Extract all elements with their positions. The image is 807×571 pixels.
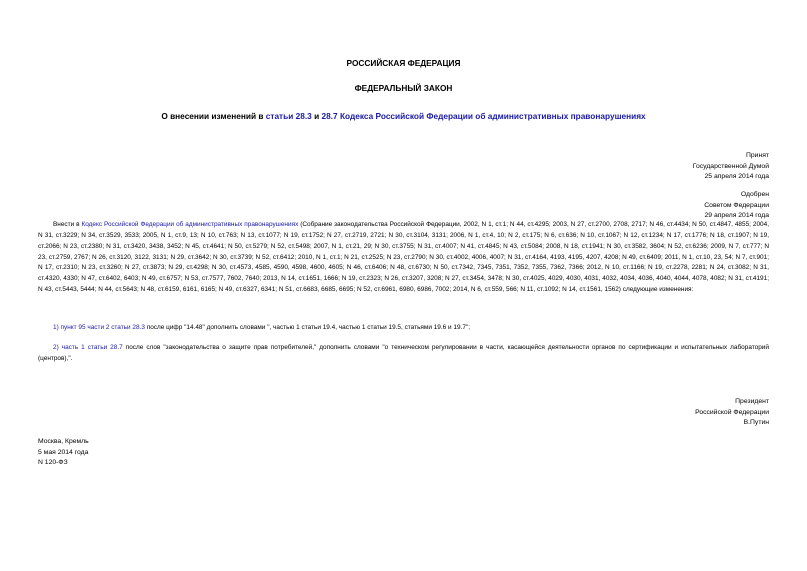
item-1-text: после цифр "14.48" дополнить словами ", частью 1 статьи 19.4, частью 1 статьи 19.5, статьями 19.6 и 19.7"; [144,324,471,331]
amendment-item-2 [38,343,769,365]
approval-date: 29 апреля 2014 года [704,212,769,220]
item-2-text: после слов "законодательства о защите прав потребителей," дополнить словами "о техническом регулировании в части, касающейся деятельности органов по сертификации и испытательных лабораторий (центров),". [38,344,769,362]
adoption-date: 25 апреля 2014 года [704,173,769,181]
place: Москва, Кремль [38,438,89,445]
signature-country: Российской Федерации [695,408,769,416]
amendment-item-1 [38,323,769,334]
item-1-link[interactable]: 1) пункт 95 части 2 статьи 28.3 [53,324,145,331]
intro-text: (Собрание законодательства Российской Федерации, 2002, N 1, ст.1; N 44, ст.4295; 2003, N 27, ст.2700, 2708, 2717; N 46, ст.4434; N 50, ст.4847, 4855; 2004, N 31, ст.3229; N 34, ст.3529, 3533; 2005, N 1, ст.9, 13; N 10, ст.763; N 13, ст.1077; N 19, ст.1752; N 27, ст.2719, 2721; N 30, ст.3104, 3131; 2006, N 1, ст.4, 10; N 2, ст.175; N 6, ст.636; N 10, ст.1067; N 12, ст.1234; N 17, ст.1776; N 18, ст.1907; N 19, ст.2066; N 23, ст.2380; N 31, ст.3420, 3438, 3452; N 45, ст.4641; N 50, ст.5279; N 52, ст.5498; 2007, N 1, ст.21, 29; N 30, ст.3755; N 31, ст.4007; N 41, ст.4845; N 43, ст.5084; 2008, N 18, ст.1941; N 30, ст.3582, 3604; N 52, ст.6236; 2009, N 7, ст.777; N 23, ст.2759, 2767; N 26, ст.3120, 3122, 3131; N 29, ст.3642; N 30, ст.3739; N 52, ст.6412; 2010, N 1, ст.1; N 21, ст.2525; N 23, ст.2790; N 30, ст.4002, 4006, 4007; N 31, ст.4164, 4193, 4195, 4207, 4208; N 49, ст.6409; 2011, N 1, ст.10, 23, 54; N 7, ст.901; N 17, ст.2310; N 23, ст.3260; N 27, ст.3873; N 29, ст.4298; N 30, ст.4573, 4585, 4590, 4598, 4600, 4605; N 46, ст.6406; N 48, ст.6730; N 50, ст.7342, 7345, 7351, 7352, 7355, 7362, 7366; 2012, N 10, ст.1166; N 19, ст.2278, 2281; N 24, ст.3082; N 31, ст.4320, 4330; N 47, ст.6402, 6403; N 49, ст.6757; N 53, ст.7577, 7602, 7640; 2013, N 14, ст.1651, 1666; N 19, ст.2323; N 26, ст.3207, 3208; N 27, ст.3454, 3478; N 30, ст.4025, 4029, 4030, 4031, 4032, 4034, 4036, 4040, 4044, 4078, 4082; N 31, ст.4191; N 43, ст.5443, 5444; N 44, ст.5643; N 48, ст.6159, 6161, 6165; N 49, ст.6327, 6341; N 51, ст.6683, 6685, 6695; N 52, ст.6961, 6980, 6986, 7002; 2014, N 6, ст.559, 566; N 11, ст.1092; N 14, ст.1561, 1562) следующие изменения: [38,221,769,294]
administrative-code-link[interactable]: Кодекс Российской Федерации об административных правонарушениях [81,221,299,228]
adoption-line-2: Государственной Думой [692,162,769,170]
signature-block [695,397,769,429]
signature-title: Президент [735,398,769,405]
approval-block [704,190,769,222]
law-number: N 120-ФЗ [38,459,68,467]
intro-paragraph [38,220,769,296]
adoption-line-1: Принят [745,152,769,159]
article-28-7-code-link[interactable]: 28.7 Кодекса Российской Федерации об административных правонарушениях [321,111,646,121]
law-title-and: и [311,111,322,121]
intro-prefix: Внести в [53,221,82,228]
adoption-block [693,151,769,183]
approval-line-1: Одобрен [740,191,769,198]
item-2-link[interactable]: часть 1 статьи 28.7 [61,344,123,351]
signature-name: В.Путин [743,419,769,427]
item-2-number: 2) [53,344,62,351]
approval-line-2: Советом Федерации [704,201,769,209]
law-title-prefix: О внесении изменений в [161,111,266,121]
law-title [0,111,807,121]
signing-date: 5 мая 2014 года [38,448,89,456]
place-date-block [38,437,89,469]
country-heading: РОССИЙСКАЯ ФЕДЕРАЦИЯ [346,58,461,68]
article-28-3-link[interactable]: статьи 28.3 [265,111,312,121]
law-type-heading: ФЕДЕРАЛЬНЫЙ ЗАКОН [354,83,453,93]
